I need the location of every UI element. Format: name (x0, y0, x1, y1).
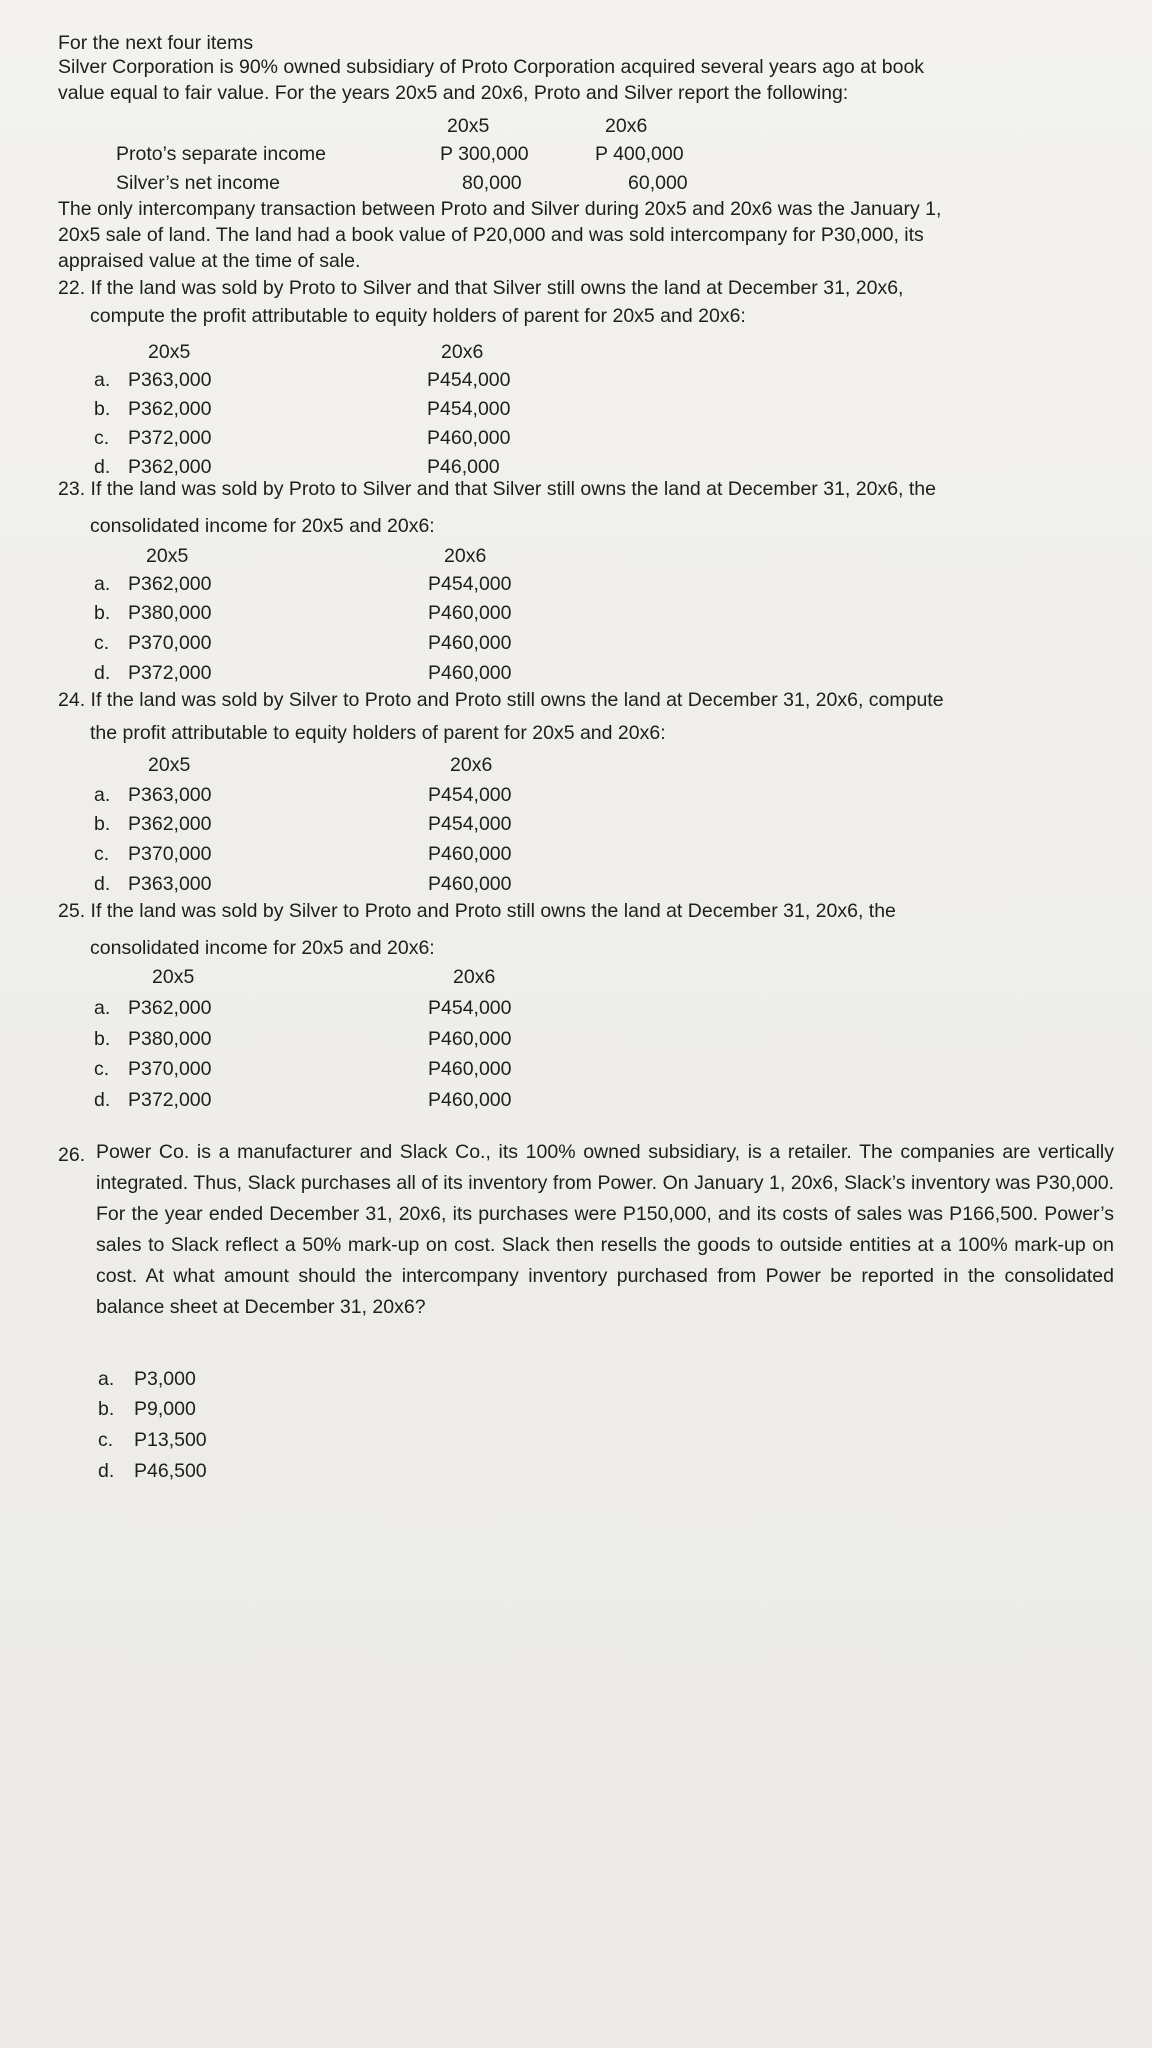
option-letter: d. (94, 873, 111, 895)
option-letter: d. (94, 1089, 111, 1111)
option-value-20x6: P460,000 (428, 632, 512, 654)
intro-heading: For the next four items (58, 32, 254, 54)
option-letter: b. (94, 602, 111, 624)
question-24-line-1: 24. If the land was sold by Silver to Proto and Proto still owns the land at December 31, 20x6, compute (58, 689, 944, 711)
option-value: P13,500 (134, 1429, 207, 1451)
question-23-line-1: 23. If the land was sold by Proto to Silver and that Silver still owns the land at December 31, 20x6, the (58, 478, 936, 500)
option-value-20x5: P362,000 (128, 573, 212, 595)
option-value-20x6: P460,000 (427, 427, 511, 449)
intro-line-2: value equal to fair value. For the years 20x5 and 20x6, Proto and Silver report the following: (58, 82, 849, 104)
option-value-20x5: P370,000 (128, 632, 212, 654)
option-value-20x6: P454,000 (427, 398, 511, 420)
option-value-20x6: P460,000 (428, 1028, 512, 1050)
option-letter: c. (94, 632, 110, 654)
intro-row-value-20x6: 60,000 (628, 172, 688, 194)
option-letter: b. (94, 813, 111, 835)
intro-row-label: Silver’s net income (116, 172, 281, 194)
question-22-header-20x6: 20x6 (441, 341, 484, 363)
question-25-header-20x5: 20x5 (152, 966, 195, 988)
option-letter: b. (94, 1028, 111, 1050)
question-22-line-1: 22. If the land was sold by Proto to Silver and that Silver still owns the land at December 31, 20x6, (58, 277, 904, 299)
intro-line-5: appraised value at the time of sale. (58, 250, 361, 272)
question-23-header-20x6: 20x6 (444, 545, 487, 567)
intro-row-value-20x6: P 400,000 (595, 143, 684, 165)
option-value: P46,500 (134, 1460, 207, 1482)
question-25-header-20x6: 20x6 (453, 966, 496, 988)
option-letter: c. (94, 1058, 110, 1080)
option-value-20x6: P460,000 (428, 602, 512, 624)
option-value-20x5: P362,000 (128, 813, 212, 835)
option-value-20x6: P460,000 (428, 873, 512, 895)
option-value-20x5: P362,000 (128, 398, 212, 420)
option-letter: a. (98, 1368, 115, 1390)
intro-line-3: The only intercompany transaction between Proto and Silver during 20x5 and 20x6 was the January 1, (58, 198, 942, 220)
option-value: P9,000 (134, 1398, 196, 1420)
intro-row-value-20x5: P 300,000 (440, 143, 529, 165)
option-value-20x6: P460,000 (428, 843, 512, 865)
option-value-20x5: P363,000 (128, 784, 212, 806)
option-value-20x5: P372,000 (128, 662, 212, 684)
question-25-line-1: 25. If the land was sold by Silver to Proto and Proto still owns the land at December 31, 20x6, the (58, 900, 896, 922)
option-letter: b. (98, 1398, 115, 1420)
option-letter: c. (94, 843, 110, 865)
option-letter: b. (94, 398, 111, 420)
intro-col-20x6: 20x6 (605, 115, 648, 137)
option-value-20x5: P380,000 (128, 1028, 212, 1050)
option-letter: a. (94, 573, 111, 595)
option-value-20x5: P370,000 (128, 843, 212, 865)
option-letter: d. (94, 456, 111, 478)
question-26-number: 26. (58, 1144, 86, 1166)
option-letter: c. (98, 1429, 114, 1451)
question-23-header-20x5: 20x5 (146, 545, 189, 567)
option-letter: c. (94, 427, 110, 449)
option-letter: a. (94, 784, 111, 806)
question-22-header-20x5: 20x5 (148, 341, 191, 363)
intro-line-1: Silver Corporation is 90% owned subsidiary of Proto Corporation acquired several years ago at book (58, 56, 925, 78)
option-value-20x6: P460,000 (428, 1058, 512, 1080)
question-26-text: Power Co. is a manufacturer and Slack Co., its 100% owned subsidiary, is a retailer. The companies are vertically integrated. Thus, Slack purchases all of its inventory from Power. On January 1, 20x6, Slack’s inventory was P30,000. For the year ended December 31, 20x6, its purchases were P150,000, and its costs of sales was P166,500. Power’s sales to Slack reflect a 50% mark-up on cost. Slack then resells the goods to outside entities at a 100% mark-up on cost. At what amount should the intercompany inventory purchased from Power be reported in the consolidated balance sheet at December 31, 20x6? (96, 1141, 1114, 1318)
option-value-20x6: P460,000 (428, 1089, 512, 1111)
option-value-20x6: P454,000 (428, 573, 512, 595)
option-value-20x6: P454,000 (427, 369, 511, 391)
option-value-20x5: P363,000 (128, 369, 212, 391)
question-22-line-2: compute the profit attributable to equity holders of parent for 20x5 and 20x6: (90, 305, 746, 327)
question-24-header-20x6: 20x6 (450, 754, 493, 776)
intro-row-value-20x5: 80,000 (462, 172, 522, 194)
option-value-20x5: P380,000 (128, 602, 212, 624)
option-value-20x5: P370,000 (128, 1058, 212, 1080)
option-value-20x6: P454,000 (428, 784, 512, 806)
intro-line-4: 20x5 sale of land. The land had a book value of P20,000 and was sold intercompany for P30,000, its (58, 224, 924, 246)
intro-row-label: Proto’s separate income (116, 143, 326, 165)
option-value-20x5: P362,000 (128, 997, 212, 1019)
option-value-20x6: P454,000 (428, 813, 512, 835)
question-24-header-20x5: 20x5 (148, 754, 191, 776)
question-24-line-2: the profit attributable to equity holders of parent for 20x5 and 20x6: (90, 722, 666, 744)
option-value-20x5: P372,000 (128, 1089, 212, 1111)
option-value-20x5: P362,000 (128, 456, 212, 478)
question-23-line-2: consolidated income for 20x5 and 20x6: (90, 515, 435, 537)
option-letter: a. (94, 997, 111, 1019)
option-letter: a. (94, 369, 111, 391)
option-value-20x6: P454,000 (428, 997, 512, 1019)
intro-col-20x5: 20x5 (447, 115, 490, 137)
option-value-20x6: P46,000 (427, 456, 500, 478)
option-value: P3,000 (134, 1368, 196, 1390)
option-letter: d. (98, 1460, 115, 1482)
option-value-20x6: P460,000 (428, 662, 512, 684)
question-25-line-2: consolidated income for 20x5 and 20x6: (90, 937, 435, 959)
option-value-20x5: P363,000 (128, 873, 212, 895)
option-value-20x5: P372,000 (128, 427, 212, 449)
option-letter: d. (94, 662, 111, 684)
